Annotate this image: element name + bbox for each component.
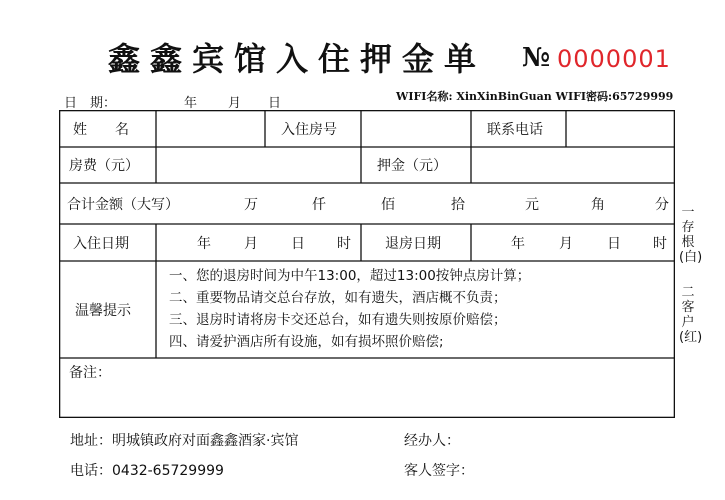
- remark-field[interactable]: [119, 362, 669, 414]
- deposit-label: 押金（元）: [377, 158, 447, 174]
- fee-field[interactable]: [157, 148, 360, 182]
- signature-label: 客人签字：: [404, 463, 474, 479]
- date-year: 年: [184, 96, 198, 111]
- room-label: 入住房号: [281, 121, 337, 138]
- unit-yuan: 元: [525, 196, 539, 213]
- unit-qian: 仟: [312, 196, 326, 213]
- checkout-month: 月: [559, 235, 573, 252]
- date-label: 日 期：: [64, 96, 117, 111]
- checkin-hour: 时: [337, 235, 351, 252]
- date-month: 月: [228, 96, 242, 111]
- name-field[interactable]: [157, 111, 264, 146]
- serial-number: 0000001: [557, 45, 671, 73]
- unit-jiao: 角: [591, 196, 605, 213]
- remark-label: 备注：: [69, 365, 111, 381]
- phone-label: 联系电话: [487, 121, 543, 138]
- checkin-label: 入住日期: [73, 235, 129, 252]
- notice-item: 四、请爱护酒店所有设施，如有损坏照价赔偿;: [169, 334, 444, 350]
- unit-fen: 分: [655, 196, 669, 213]
- unit-shi: 拾: [451, 196, 465, 213]
- notice-item: 一、您的退房时间为中午13:00，超过13:00按钟点房计算；: [169, 268, 531, 284]
- checkin-day: 日: [291, 235, 305, 252]
- checkin-month: 月: [244, 235, 258, 252]
- wifi-info: WIFI名称: XinXinBinGuan WIFI密码:65729999: [396, 90, 674, 103]
- unit-bai: 佰: [381, 196, 395, 213]
- form-title: 鑫鑫宾馆入住押金单: [108, 40, 487, 78]
- deposit-field[interactable]: [472, 148, 674, 182]
- fee-label: 房费（元）: [69, 158, 139, 174]
- copy-stub-label: 一存根(白): [679, 205, 703, 265]
- notice-item: 二、重要物品请交总台存放，如有遗失，酒店概不负责；: [169, 290, 507, 306]
- checkout-year: 年: [511, 235, 525, 252]
- number-mark: №: [522, 43, 551, 73]
- unit-wan: 万: [244, 196, 258, 213]
- notice-label: 温馨提示: [75, 302, 131, 319]
- notice-list: [169, 265, 530, 353]
- copy-customer-label: 二客户(红): [679, 285, 703, 345]
- phone-line: 电话：0432-65729999: [70, 463, 224, 479]
- checkout-day: 日: [607, 235, 621, 252]
- checkout-label: 退房日期: [385, 235, 441, 252]
- handler-label: 经办人：: [404, 433, 460, 449]
- notice-item: 三、退房时请将房卡交还总台，如有遗失则按原价赔偿；: [169, 312, 507, 328]
- checkout-hour: 时: [653, 235, 667, 252]
- room-field[interactable]: [362, 111, 470, 146]
- date-day: 日: [268, 96, 282, 111]
- checkin-year: 年: [197, 235, 211, 252]
- form-table: [59, 110, 675, 418]
- phone-field[interactable]: [567, 111, 674, 146]
- address-line: 地址：明城镇政府对面鑫鑫酒家·宾馆: [70, 433, 299, 449]
- name-label: 姓 名: [73, 121, 129, 138]
- total-label: 合计金额（大写）: [67, 196, 179, 213]
